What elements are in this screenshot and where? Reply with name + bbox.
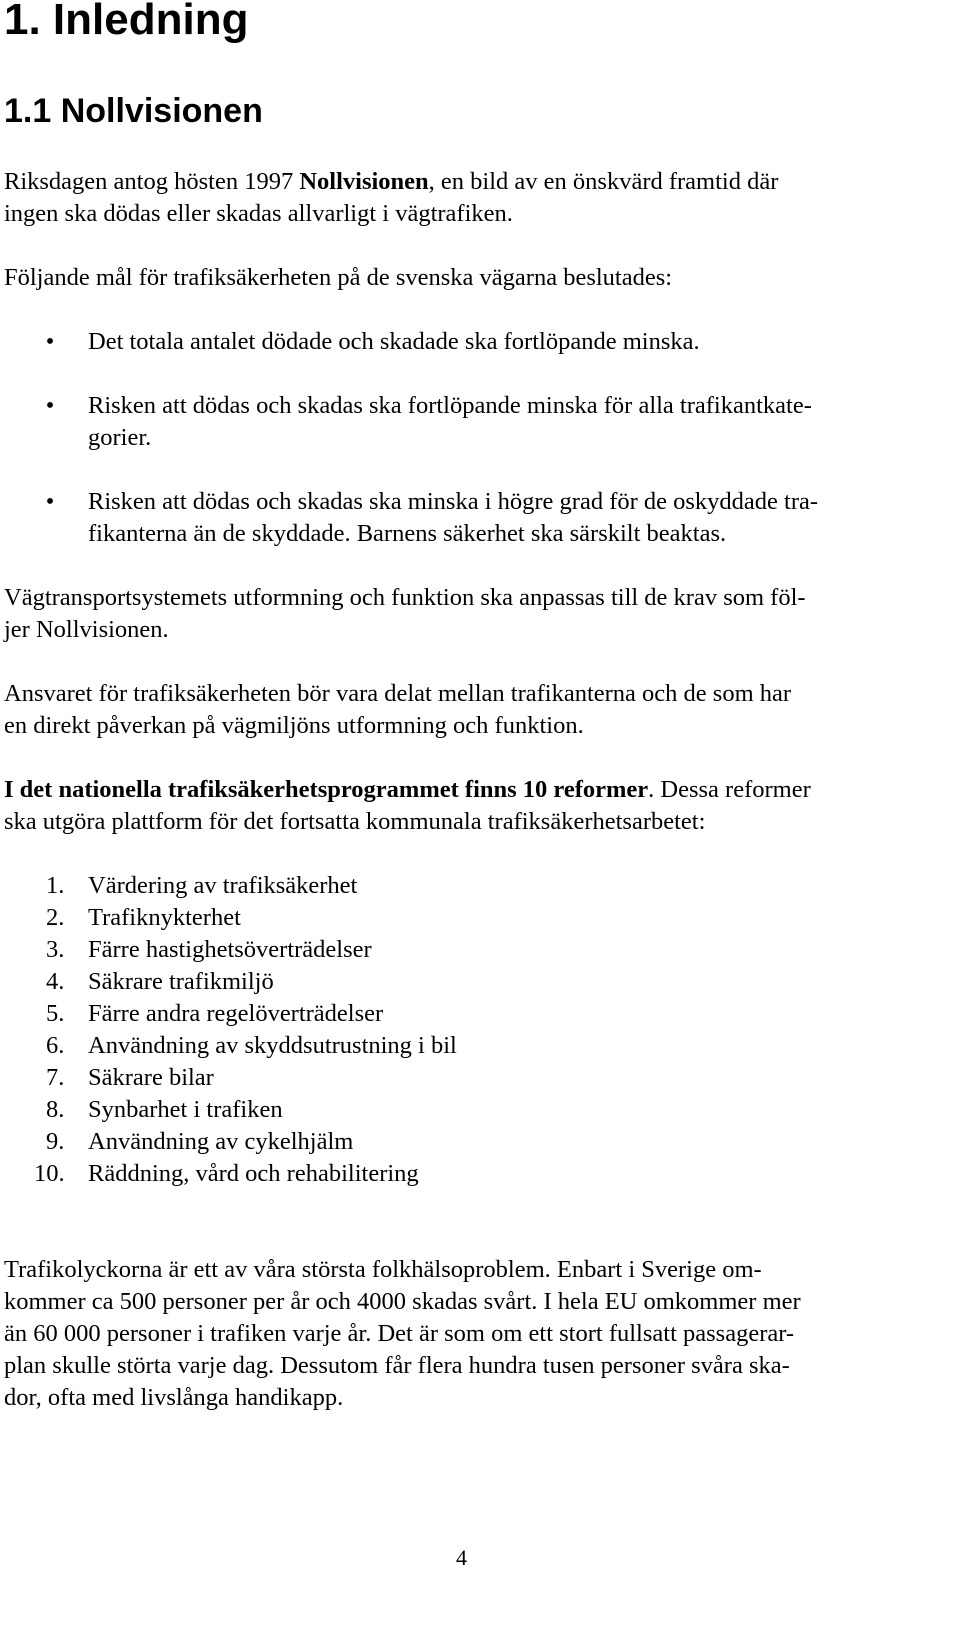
bullet-line: gorier. (88, 424, 152, 451)
list-text: Färre hastighetsöverträdelser (88, 936, 372, 963)
bullet-line: Risken att dödas och skadas ska fortlöpande minska för alla trafikantkate- (88, 392, 812, 419)
list-text: Synbarhet i trafiken (88, 1096, 283, 1123)
list-number: 4. (46, 968, 65, 995)
public-health-line: Trafikolyckorna är ett av våra största folkhälsoproblem. Enbart i Sverige om- (4, 1256, 762, 1283)
list-text: Värdering av trafiksäkerhet (88, 872, 358, 899)
intro-line-2: ingen ska dödas eller skadas allvarligt i vägtrafiken. (4, 200, 513, 227)
list-text: Säkrare bilar (88, 1064, 214, 1091)
responsibility-line-1: Ansvaret för trafiksäkerheten bör vara delat mellan trafikanterna och de som har (4, 680, 792, 707)
list-number: 3. (46, 936, 65, 963)
bullet-icon: • (45, 328, 55, 355)
bullet-line: fikanterna än de skyddade. Barnens säkerhet ska särskilt beaktas. (88, 520, 727, 547)
list-number: 9. (46, 1128, 65, 1155)
intro-text-end: , en bild av en önskvärd framtid där (428, 168, 779, 195)
section-heading: 1.1 Nollvisionen (4, 92, 263, 130)
bullet-icon: • (45, 488, 55, 515)
goals-intro-paragraph: Följande mål för trafiksäkerheten på de svenska vägarna beslutades: (4, 264, 673, 291)
public-health-paragraph (4, 1254, 934, 1414)
intro-text-start: Riksdagen antog hösten 1997 (4, 168, 300, 195)
page-number: 4 (456, 1545, 467, 1570)
list-text: Säkrare trafikmiljö (88, 968, 274, 995)
list-text: Användning av skyddsutrustning i bil (88, 1032, 457, 1059)
list-number: 10. (34, 1160, 65, 1187)
list-number: 5. (46, 1000, 65, 1027)
design-paragraph (4, 582, 934, 646)
responsibility-paragraph (4, 678, 934, 742)
design-line-2: jer Nollvisionen. (4, 616, 169, 643)
list-number: 6. (46, 1032, 65, 1059)
responsibility-line-2: en direkt påverkan på vägmiljöns utformning och funktion. (4, 712, 584, 739)
program-paragraph (4, 774, 934, 838)
public-health-line: än 60 000 personer i trafiken varje år. Det är som om ett stort fullsatt passagerar- (4, 1320, 795, 1347)
program-bold-text: I det nationella trafiksäkerhetsprogrammet finns 10 reformer (4, 776, 649, 803)
list-text: Färre andra regelöverträdelser (88, 1000, 384, 1027)
bullet-icon: • (45, 392, 55, 419)
list-text: Trafiknykterhet (88, 904, 241, 931)
public-health-line: dor, ofta med livslånga handikapp. (4, 1384, 344, 1411)
chapter-heading: 1. Inledning (4, 0, 249, 44)
bullet-line: Risken att dödas och skadas ska minska i högre grad för de oskyddade tra- (88, 488, 819, 515)
public-health-line: kommer ca 500 personer per år och 4000 skadas svårt. I hela EU omkommer mer (4, 1288, 801, 1315)
bullet-line: Det totala antalet dödade och skadade ska fortlöpande minska. (88, 328, 700, 355)
program-text-end: . Dessa reformer (648, 776, 811, 803)
list-number: 8. (46, 1096, 65, 1123)
design-line-1: Vägtransportsystemets utformning och funktion ska anpassas till de krav som föl- (4, 584, 806, 611)
public-health-line: plan skulle störta varje dag. Dessutom får flera hundra tusen personer svåra ska- (4, 1352, 790, 1379)
list-number: 1. (46, 872, 65, 899)
list-text: Räddning, vård och rehabilitering (88, 1160, 419, 1187)
program-line-2: ska utgöra plattform för det fortsatta kommunala trafiksäkerhetsarbetet: (4, 808, 706, 835)
intro-bold-term: Nollvisionen (299, 168, 429, 195)
intro-paragraph (4, 166, 934, 230)
list-text: Användning av cykelhjälm (88, 1128, 354, 1155)
list-number: 2. (46, 904, 65, 931)
list-number: 7. (46, 1064, 65, 1091)
